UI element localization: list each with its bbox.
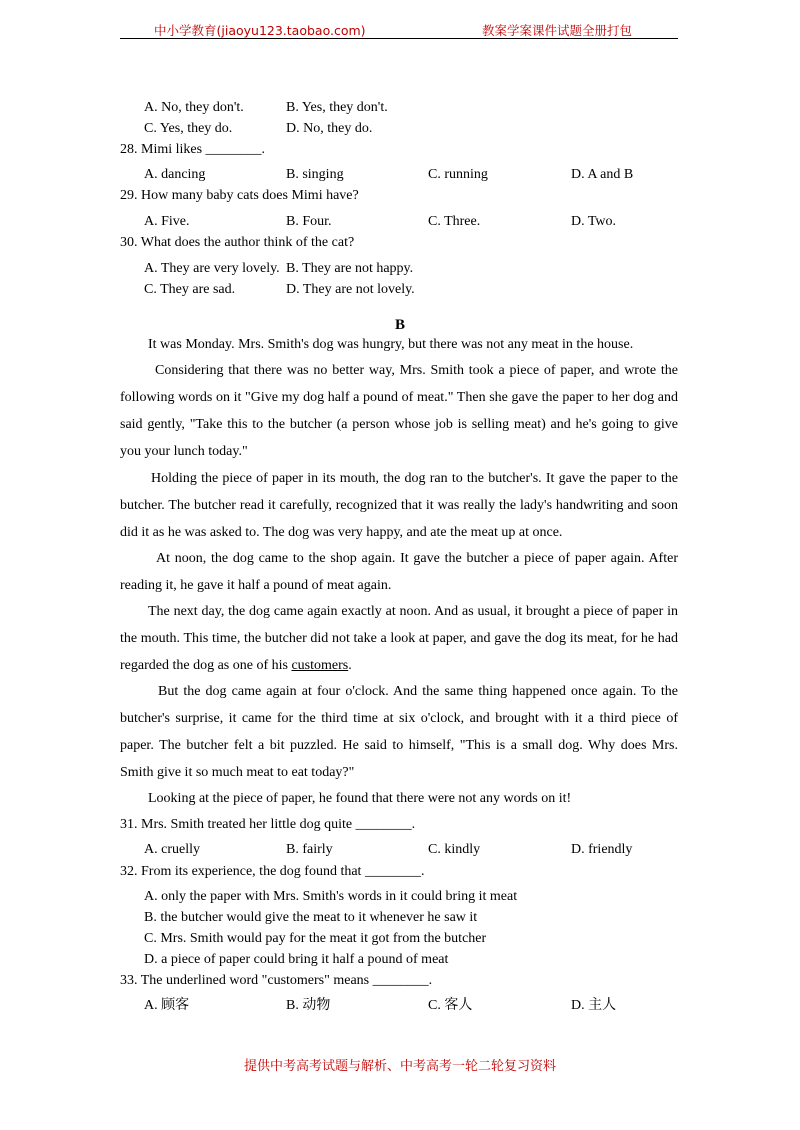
option: D. No, they do. (286, 121, 373, 136)
question-stem: 33. The underlined word "customers" means ________. (120, 973, 433, 988)
option (571, 998, 616, 1014)
page-header (120, 18, 678, 39)
option-text: D. 主人 (571, 998, 617, 1013)
option (144, 998, 189, 1014)
option (428, 998, 472, 1014)
option: D. a piece of paper could bring it half a pound of meat (144, 952, 449, 967)
option: C. Mrs. Smith would pay for the meat it got from the butcher (144, 931, 487, 946)
page-footer: 提供中考高考试题与解析、中考高考一轮二轮复习资料 (243, 1059, 556, 1074)
option: A. Five. (144, 214, 190, 229)
paragraph-text: . (348, 658, 352, 673)
passage-paragraph: Considering that there was no better way, Mrs. Smith took a piece of paper, and wrote the following words on it "Give my dog half a pound of meat." Then she gave the paper to her dog and said gently, "Take this to the butcher (a person whose job is selling meat) and he's going to give you your lunch today." (120, 363, 678, 459)
question-stem: 28. Mimi likes ________. (120, 142, 266, 157)
passage-paragraph: Looking at the piece of paper, he found that there were not any words on it! (148, 791, 572, 806)
option: D. Two. (571, 214, 617, 229)
option: B. the butcher would give the meat to it whenever he saw it (144, 910, 478, 925)
passage-paragraph (120, 598, 678, 679)
option: D. A and B (571, 167, 634, 182)
option-text: C. 客人 (428, 998, 473, 1013)
option: C. They are sad. (144, 282, 236, 297)
option-text: A. 顾客 (144, 998, 190, 1013)
option: D. They are not lovely. (286, 282, 415, 297)
option: D. friendly (571, 842, 633, 857)
option: C. kindly (428, 842, 481, 857)
option: C. Yes, they do. (144, 121, 233, 136)
passage-paragraph: It was Monday. Mrs. Smith's dog was hungry, but there was not any meat in the house. (148, 337, 634, 352)
option-text: B. 动物 (286, 998, 331, 1013)
header-left-text: 中小学教育(jiaoyu123.taobao.com) (154, 23, 366, 38)
option: B. singing (286, 167, 344, 182)
option: A. They are very lovely. (144, 261, 280, 276)
option: B. Yes, they don't. (286, 100, 388, 115)
question-stem: 32. From its experience, the dog found that ________. (120, 864, 425, 879)
option: C. Three. (428, 214, 481, 229)
option: B. Four. (286, 214, 332, 229)
section-title: B (394, 317, 405, 333)
question-stem: 29. How many baby cats does Mimi have? (120, 188, 359, 203)
option: B. They are not happy. (286, 261, 414, 276)
option: C. running (428, 167, 488, 182)
passage-paragraph: At noon, the dog came to the shop again. It gave the butcher a piece of paper again. After reading it, he gave it half a pound of meat again. (120, 551, 678, 593)
question-stem: 30. What does the author think of the cat? (120, 235, 355, 250)
header-right-text: 教案学案课件试题全册打包 (482, 23, 633, 38)
option: A. No, they don't. (144, 100, 244, 115)
passage-paragraph: But the dog came again at four o'clock. And the same thing happened once again. To the butcher's surprise, it came for the third time at six o'clock, and brought with it a third piece of paper. The butcher felt a bit puzzled. He said to himself, "This is a small dog. Why does Mrs. Smith give it so much meat to eat today?" (120, 684, 678, 780)
question-stem: 31. Mrs. Smith treated her little dog quite ________. (120, 817, 416, 832)
passage-paragraph: Holding the piece of paper in its mouth, the dog ran to the butcher's. It gave the paper to the butcher. The butcher read it carefully, recognized that it was really the lady's handwriting and soon did it as he was asked to. The dog was very happy, and ate the meat up at once. (120, 471, 678, 540)
option: B. fairly (286, 842, 333, 857)
paragraph-text: The next day, the dog came again exactly at noon. And as usual, it brought a piece of paper in the mouth. This time, the butcher did not take a look at paper, and gave the dog its meat, for he had regarded the dog as one of his (120, 604, 678, 673)
option: A. dancing (144, 167, 206, 182)
underlined-word: customers (291, 658, 349, 673)
option: A. cruelly (144, 842, 200, 857)
option: A. only the paper with Mrs. Smith's words in it could bring it meat (144, 889, 518, 904)
option (286, 998, 330, 1014)
